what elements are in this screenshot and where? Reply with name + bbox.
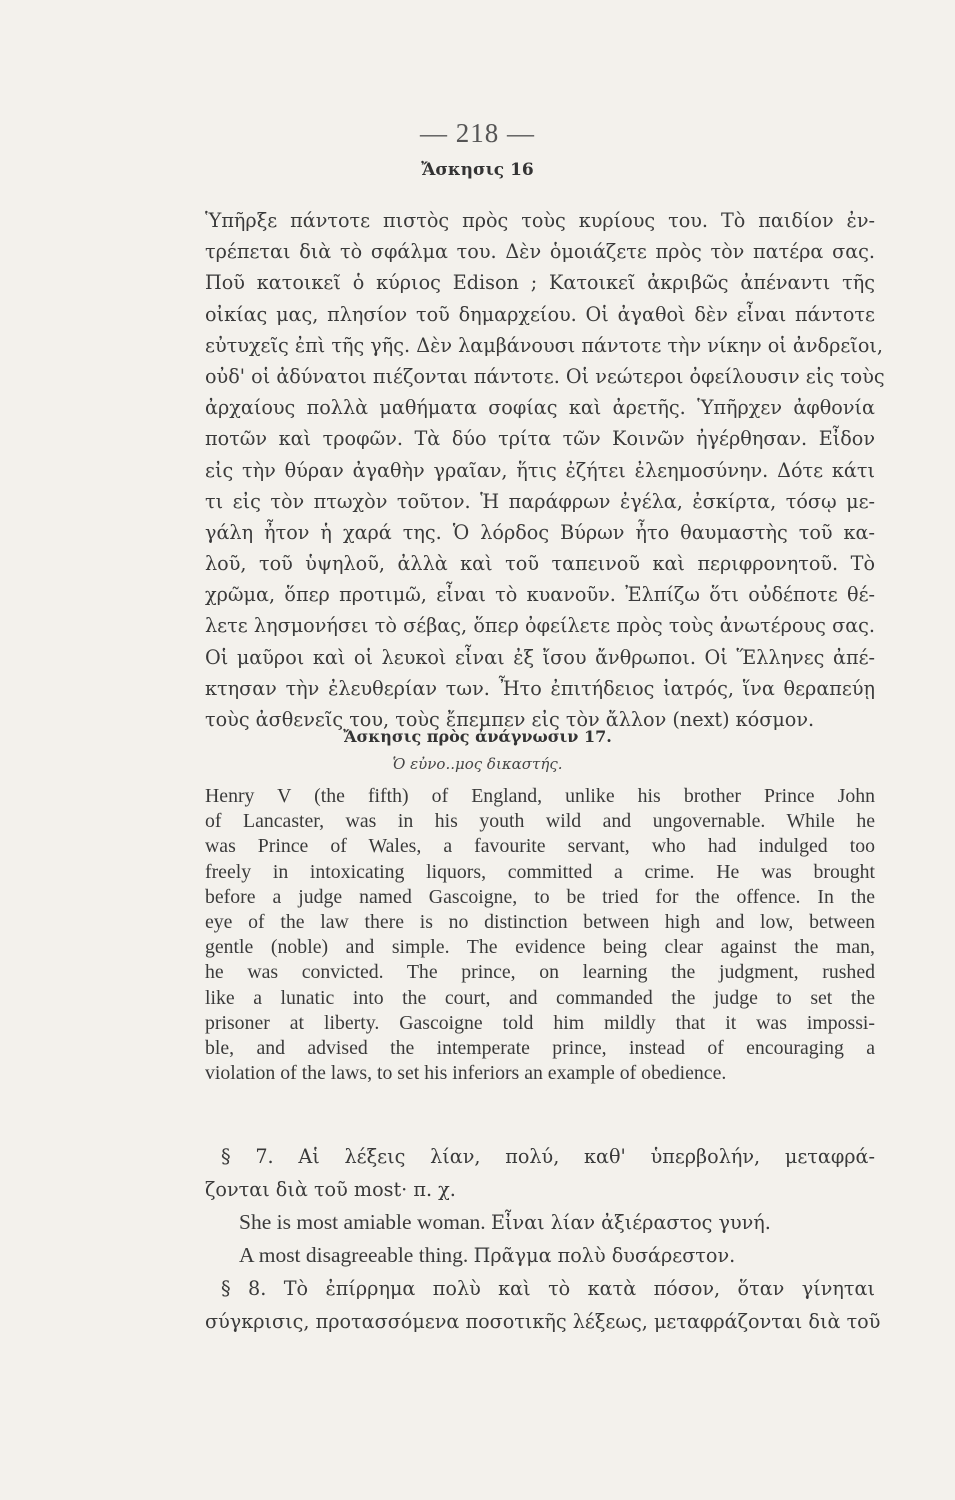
text-line: τοὺς ἀσθενεῖς του, τοὺς ἔπεμπεν εἰς τὸν ἄλλον (next) κόσμον.: [205, 708, 815, 731]
example-english: She is most amiable woman.: [239, 1210, 486, 1234]
exercise-17-text: [205, 784, 875, 1086]
text-line: οἰκίας μας, πλησίον τοῦ δημαρχείου. Οἱ ἀγαθοὶ δὲν εἶναι πάντοτε: [205, 302, 875, 326]
text-line: τρέπεται διὰ τὸ σφάλμα του. Δὲν ὁμοιάζετε πρὸς τὸν πατέρα σας.: [205, 240, 875, 264]
grammar-sections: [205, 1140, 881, 1338]
text-line: Οἱ μαῦροι καὶ οἱ λευκοὶ εἶναι ἐξ ἴσου ἄνθρωποι. Οἱ Ἕλληνες ἀπέ-: [205, 645, 875, 669]
exercise-16-heading: Ἄσκησις 16: [421, 160, 534, 180]
example-greek: Εἶναι λίαν ἀξιέραστος γυνή.: [491, 1211, 771, 1234]
text-line: gentle (noble) and simple. The evidence being clear against the man,: [205, 936, 875, 959]
text-line: λετε λησμονήσει τὸ σέβας, ὅπερ ὀφείλετε πρὸς τοὺς ἀνωτέρους σας.: [205, 614, 875, 638]
exercise-16-text: [205, 205, 885, 735]
text-line: κτησαν τὴν ἐλευθερίαν των. Ἦτο ἐπιτήδειος ἰατρός, ἵνα θεραπεύῃ: [205, 676, 875, 700]
text-line: Ποῦ κατοικεῖ ὁ κύριος Edison ; Κατοικεῖ ἀκριβῶς ἀπέναντι τῆς: [205, 271, 875, 295]
text-line: ble, and advised the intemperate prince, instead of encouraging a: [205, 1036, 875, 1059]
text-line: ἀρχαίους πολλὰ μαθήματα σοφίας καὶ ἀρετῆς. Ὑπῆρχεν ἀφθονία: [205, 396, 875, 420]
text-line: like a lunatic into the court, and commanded the judge to set the: [205, 986, 875, 1009]
section-7-line: § 7. Αἱ λέξεις λίαν, πολύ, καθ' ὑπερβολήν, μεταφρά-: [221, 1145, 875, 1168]
text-line: γάλη ἦτον ἡ χαρά της. Ὁ λόρδος Βύρων ἦτο θαυμαστὴς τοῦ κα-: [205, 520, 875, 544]
text-line: he was convicted. The prince, on learning the judgment, rushed: [205, 961, 875, 984]
text-line: violation of the laws, to set his inferiors an example of obedience.: [205, 1062, 727, 1085]
example-english: A most disagreeable thing.: [239, 1243, 469, 1267]
section-7-line: ζονται διὰ τοῦ most· π. χ.: [205, 1178, 456, 1201]
text-line: τι εἰς τὸν πτωχὸν τοῦτον. Ἡ παράφρων ἐγέλα, ἐσκίρτα, τόσῳ με-: [205, 489, 875, 513]
section-8-line: § 8. Τὸ ἐπίρρημα πολὺ καὶ τὸ κατὰ πόσον, ὅταν γίνηται: [221, 1277, 875, 1300]
text-line: οὐδ' οἱ ἀδύνατοι πιέζονται πάντοτε. Οἱ νεώτεροι ὀφείλουσιν εἰς τοὺς: [205, 364, 885, 388]
text-line: of Lancaster, was in his youth wild and ungovernable. While he: [205, 810, 875, 833]
text-line: was Prince of Wales, a favourite servant, who had indulged too: [205, 835, 875, 858]
section-8-line: σύγκρισις, προτασσόμενα ποσοτικῆς λέξεως, μεταφράζονται διὰ τοῦ: [205, 1310, 881, 1333]
exercise-17-heading: Ἄσκησις πρὸς ἀνάγνωσιν 17.: [343, 727, 612, 746]
text-line: eye of the law there is no distinction between high and low, between: [205, 910, 875, 933]
text-line: Ὑπῆρξε πάντοτε πιστὸς πρὸς τοὺς κυρίους του. Τὸ παιδίον ἐν-: [205, 209, 875, 232]
text-line: εἰς τὴν θύραν ἀγαθὴν γραῖαν, ἥτις ἐζήτει ἐλεημοσύνην. Δότε κάτι: [205, 458, 875, 482]
text-line: before a judge named Gascoigne, to be tried for the offence. In the: [205, 885, 875, 908]
example-greek: Πρᾶγμα πολὺ δυσάρεστον.: [473, 1244, 736, 1267]
page-number: — 218 —: [420, 118, 535, 148]
text-line: εὐτυχεῖς ἐπὶ τῆς γῆς. Δὲν λαμβάνουσι πάντοτε τὴν νίκην οἱ ἀνδρεῖοι,: [205, 333, 883, 357]
exercise-17-subtitle: Ὁ εὐνο..μος δικαστής.: [392, 755, 563, 773]
text-line: prisoner at liberty. Gascoigne told him mildly that it was impossi-: [205, 1011, 875, 1034]
text-line: freely in intoxicating liquors, committed a crime. He was brought: [205, 860, 875, 883]
section-7-example: [205, 1239, 875, 1272]
section-7-example: [205, 1206, 875, 1239]
text-line: λοῦ, τοῦ ὑψηλοῦ, ἀλλὰ καὶ τοῦ ταπεινοῦ καὶ περιφρονητοῦ. Τὸ: [205, 552, 875, 576]
text-line: ποτῶν καὶ τροφῶν. Τὰ δύο τρίτα τῶν Κοινῶν ἠγέρθησαν. Εἶδον: [205, 427, 875, 451]
text-line: χρῶμα, ὅπερ προτιμῶ, εἶναι τὸ κυανοῦν. Ἐλπίζω ὅτι οὐδέποτε θέ-: [205, 583, 875, 607]
text-line: Henry V (the fifth) of England, unlike his brother Prince John: [205, 785, 875, 807]
